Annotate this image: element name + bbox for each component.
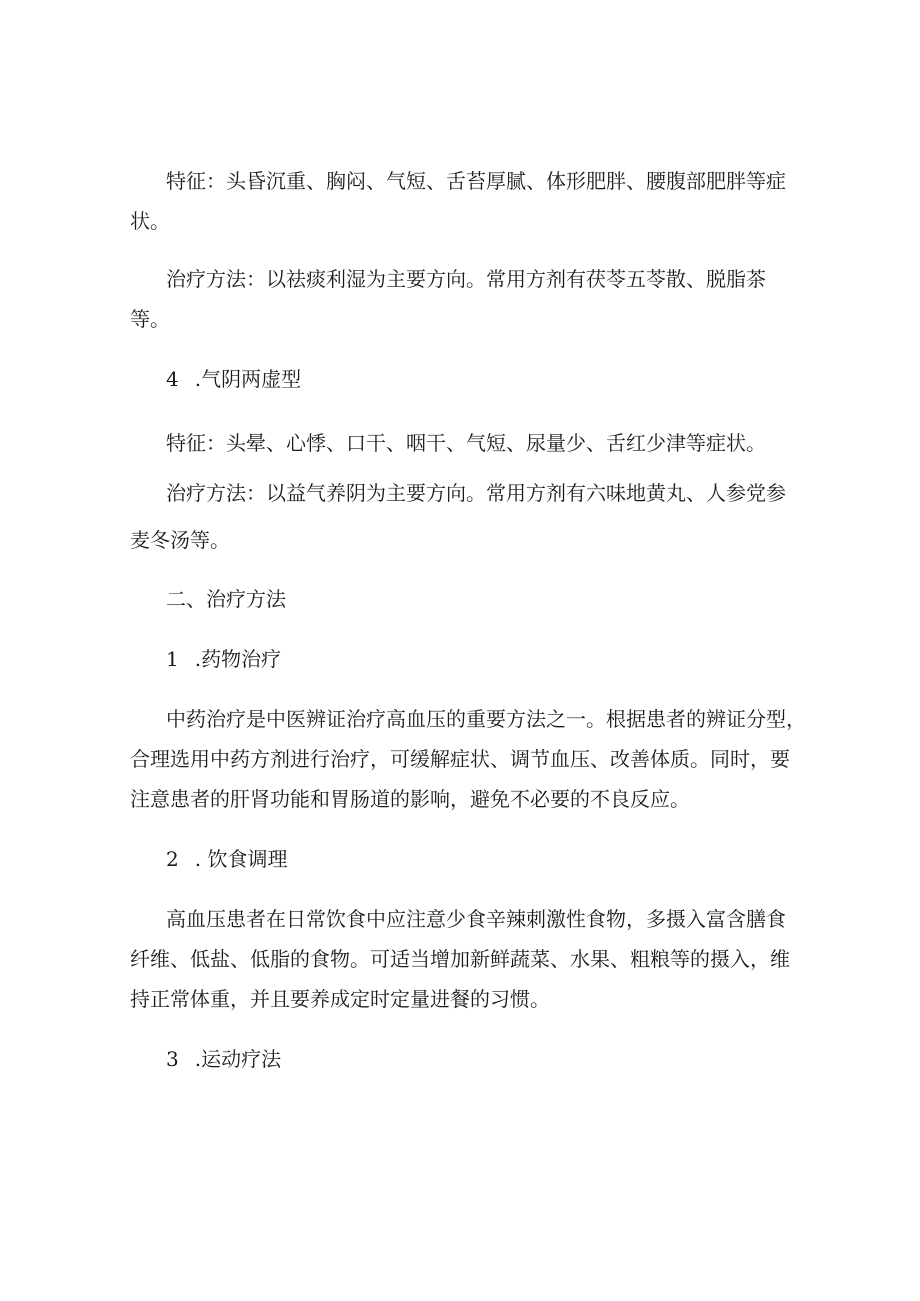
- paragraph-treatment-2-line-2: 麦冬汤等。: [130, 528, 230, 552]
- heading-text: .运动疗法: [194, 1047, 282, 1071]
- paragraph-diet-line-2: 纤维、低盐、低脂的食物。可适当增加新鲜蔬菜、水果、粗粮等的摄入，维: [130, 947, 790, 971]
- paragraph-tcm-line-2: 合理选用中药方剂进行治疗，可缓解症状、调节血压、改善体质。同时，要: [130, 747, 790, 771]
- heading-drug-therapy: [166, 644, 281, 674]
- heading-number: 4: [166, 367, 179, 391]
- heading-number: 2: [166, 847, 179, 871]
- heading-number: 3: [166, 1047, 179, 1071]
- heading-diet: [166, 844, 287, 874]
- heading-exercise: [166, 1044, 281, 1074]
- paragraph-tcm-line-3: 注意患者的肝肾功能和胃肠道的影响，避免不必要的不良反应。: [130, 787, 690, 811]
- heading-text: .药物治疗: [194, 647, 282, 671]
- heading-text: . 饮食调理: [194, 847, 288, 871]
- paragraph-features-line-2: 状。: [130, 209, 170, 233]
- paragraph-diet-line-1: 高血压患者在日常饮食中应注意少食辛辣刺激性食物，多摄入富含膳食: [166, 907, 786, 931]
- section-heading-treatment-methods: 二、治疗方法: [166, 587, 286, 611]
- paragraph-tcm-line-1: 中药治疗是中医辨证治疗高血压的重要方法之一。根据患者的辨证分型，: [166, 707, 806, 731]
- heading-number: 1: [166, 647, 179, 671]
- paragraph-treatment-line-1: 治疗方法：以祛痰利湿为主要方向。常用方剂有茯苓五苓散、脱脂茶: [166, 267, 766, 291]
- paragraph-features-2: 特征：头晕、心悸、口干、咽干、气短、尿量少、舌红少津等症状。: [166, 431, 766, 455]
- heading-text: .气阴两虚型: [194, 367, 302, 391]
- heading-qi-yin-deficiency: [166, 364, 301, 394]
- paragraph-treatment-line-2: 等。: [130, 307, 170, 331]
- paragraph-diet-line-3: 持正常体重，并且要养成定时定量进餐的习惯。: [130, 987, 550, 1011]
- paragraph-treatment-2-line-1: 治疗方法：以益气养阴为主要方向。常用方剂有六味地黄丸、人参党参: [166, 481, 786, 505]
- paragraph-features-line-1: 特征：头昏沉重、胸闷、气短、舌苔厚腻、体形肥胖、腰腹部肥胖等症: [166, 169, 786, 193]
